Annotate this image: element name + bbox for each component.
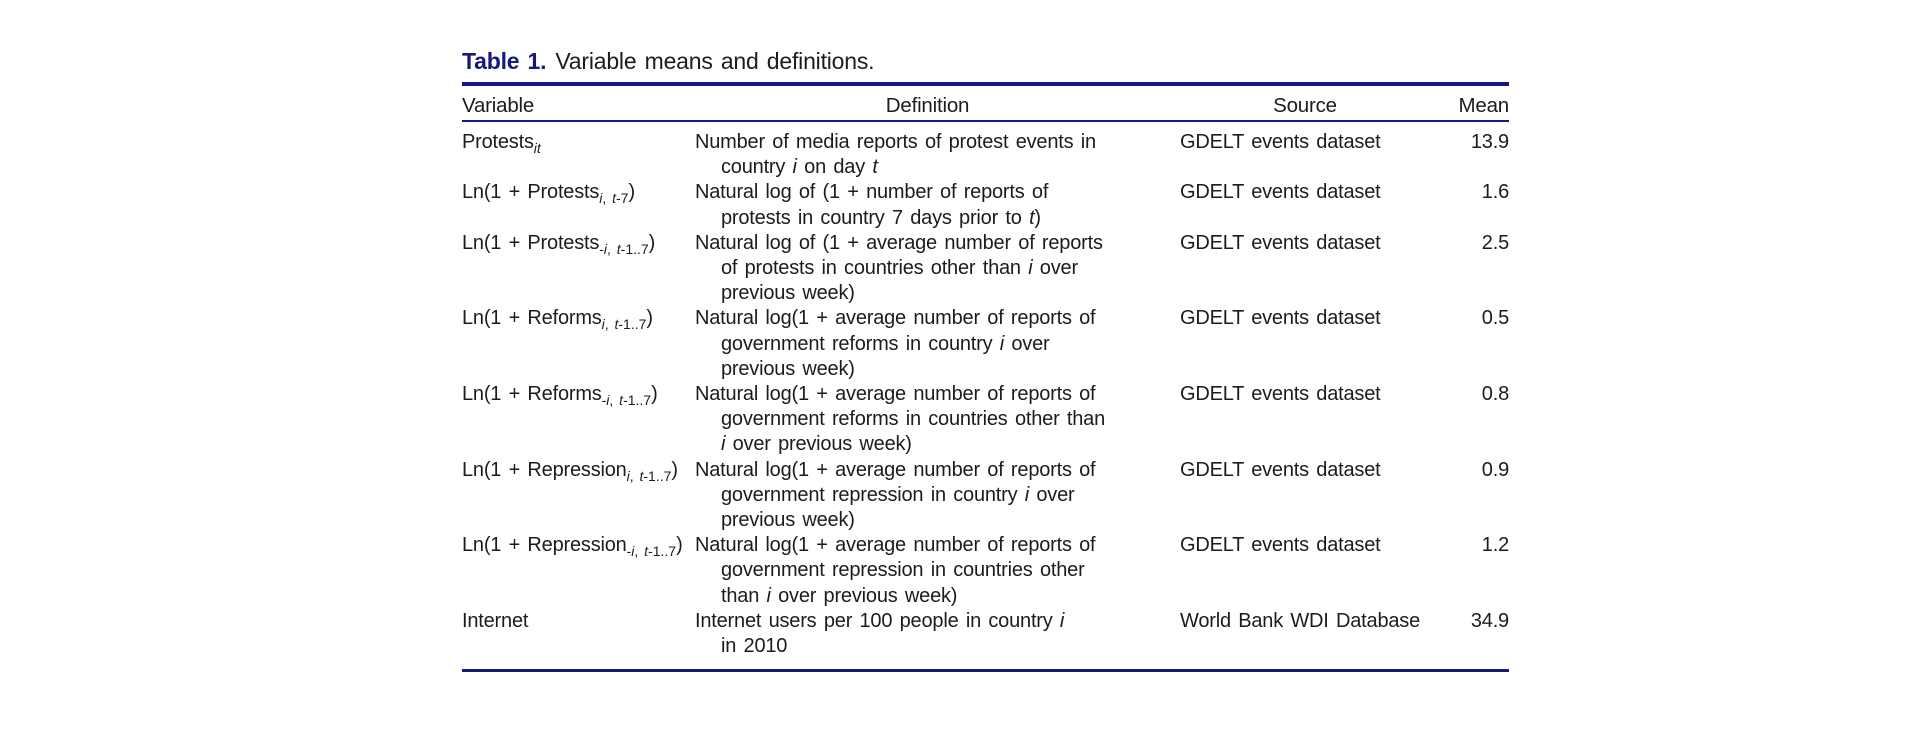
definition-cell xyxy=(695,382,1160,458)
table-row xyxy=(462,306,1509,382)
table-row xyxy=(462,130,1509,180)
source-cell: World Bank WDI Database xyxy=(1180,609,1421,632)
variable-cell: Internet xyxy=(462,609,529,632)
variable-cell: Ln(1 + Reforms$_{-i, t-1..7}$) xyxy=(462,383,658,409)
mean-cell: 13.9 xyxy=(1470,131,1509,153)
definition-cell xyxy=(695,306,1160,382)
table-row xyxy=(462,458,1509,534)
source-cell: GDELT events dataset xyxy=(1180,131,1381,153)
table-title-label: Table 1. xyxy=(462,48,547,74)
table-container xyxy=(462,44,1509,672)
variable-cell: Ln(1 + Protests$_{i, t-7}$) xyxy=(462,181,635,207)
definition-line: government repression in countries other xyxy=(721,559,1085,582)
mean-cell: 2.5 xyxy=(1481,231,1509,254)
definition-line: i over previous week) xyxy=(721,433,912,456)
definition-cell xyxy=(695,533,1160,609)
definition-line: previous week) xyxy=(721,282,855,305)
mean-cell: 0.8 xyxy=(1481,383,1509,406)
table-title-text: Variable means and definitions. xyxy=(555,48,875,74)
definition-line: government repression in country i over xyxy=(721,483,1075,506)
definition-line: Natural log of (1 + number of reports of xyxy=(695,181,1049,204)
definition-line: previous week) xyxy=(721,357,855,380)
definition-line: than i over previous week) xyxy=(721,584,958,607)
definition-line: in 2010 xyxy=(721,635,788,658)
source-cell: GDELT events dataset xyxy=(1180,181,1381,204)
variable-cell: Ln(1 + Reforms$_{i, t-1..7}$) xyxy=(462,307,653,333)
definition-cell xyxy=(695,609,1160,659)
definition-line: Natural log(1 + average number of reports of xyxy=(695,534,1096,557)
definition-line: Natural log(1 + average number of reports of xyxy=(695,458,1096,481)
table-row xyxy=(462,533,1509,609)
definition-line: of protests in countries other than i over xyxy=(721,257,1078,280)
mean-cell: 1.2 xyxy=(1481,534,1509,557)
mean-cell: 34.9 xyxy=(1470,609,1509,632)
source-cell: GDELT events dataset xyxy=(1180,383,1381,406)
mean-cell: 0.5 xyxy=(1481,307,1509,330)
definition-line: country i on day t xyxy=(721,156,878,179)
definition-cell xyxy=(695,458,1160,534)
source-cell: GDELT events dataset xyxy=(1180,307,1381,330)
definition-line: government reforms in countries other than xyxy=(721,408,1106,431)
table-row xyxy=(462,231,1509,307)
column-header-source: Source xyxy=(1273,94,1337,117)
table-header-row xyxy=(462,82,1509,122)
table-row xyxy=(462,382,1509,458)
column-header-definition: Definition xyxy=(885,94,970,117)
source-cell: GDELT events dataset xyxy=(1180,231,1381,254)
table-title xyxy=(462,44,1509,78)
mean-cell: 0.9 xyxy=(1481,458,1509,481)
definition-line: government reforms in country i over xyxy=(721,332,1050,355)
mean-cell: 1.6 xyxy=(1481,181,1509,204)
definition-line: Natural log(1 + average number of reports of xyxy=(695,383,1096,406)
table-row xyxy=(462,180,1509,230)
column-header-mean: Mean xyxy=(1458,94,1509,117)
definition-cell xyxy=(695,180,1160,230)
source-cell: GDELT events dataset xyxy=(1180,534,1381,557)
definition-line: protests in country 7 days prior to t) xyxy=(721,206,1041,229)
definition-line: Number of media reports of protest events in xyxy=(695,131,1096,153)
variable-cell: Ln(1 + Repression$_{-i, t-1..7}$) xyxy=(462,534,683,560)
column-header-variable: Variable xyxy=(462,94,535,117)
definition-line: Natural log(1 + average number of reports of xyxy=(695,307,1096,330)
definition-line: Internet users per 100 people in country i xyxy=(695,609,1065,632)
variable-cell: Ln(1 + Repression$_{i, t-1..7}$) xyxy=(462,458,678,484)
table-row xyxy=(462,609,1509,659)
definition-cell xyxy=(695,130,1160,180)
variable-cell: Ln(1 + Protests$_{-i, t-1..7}$) xyxy=(462,231,656,257)
definition-cell xyxy=(695,231,1160,307)
definition-line: Natural log of (1 + average number of reports xyxy=(695,231,1103,254)
table-body xyxy=(462,122,1509,672)
definition-line: previous week) xyxy=(721,509,855,532)
variable-cell: Protests$_{it}$ xyxy=(462,131,541,156)
source-cell: GDELT events dataset xyxy=(1180,458,1381,481)
